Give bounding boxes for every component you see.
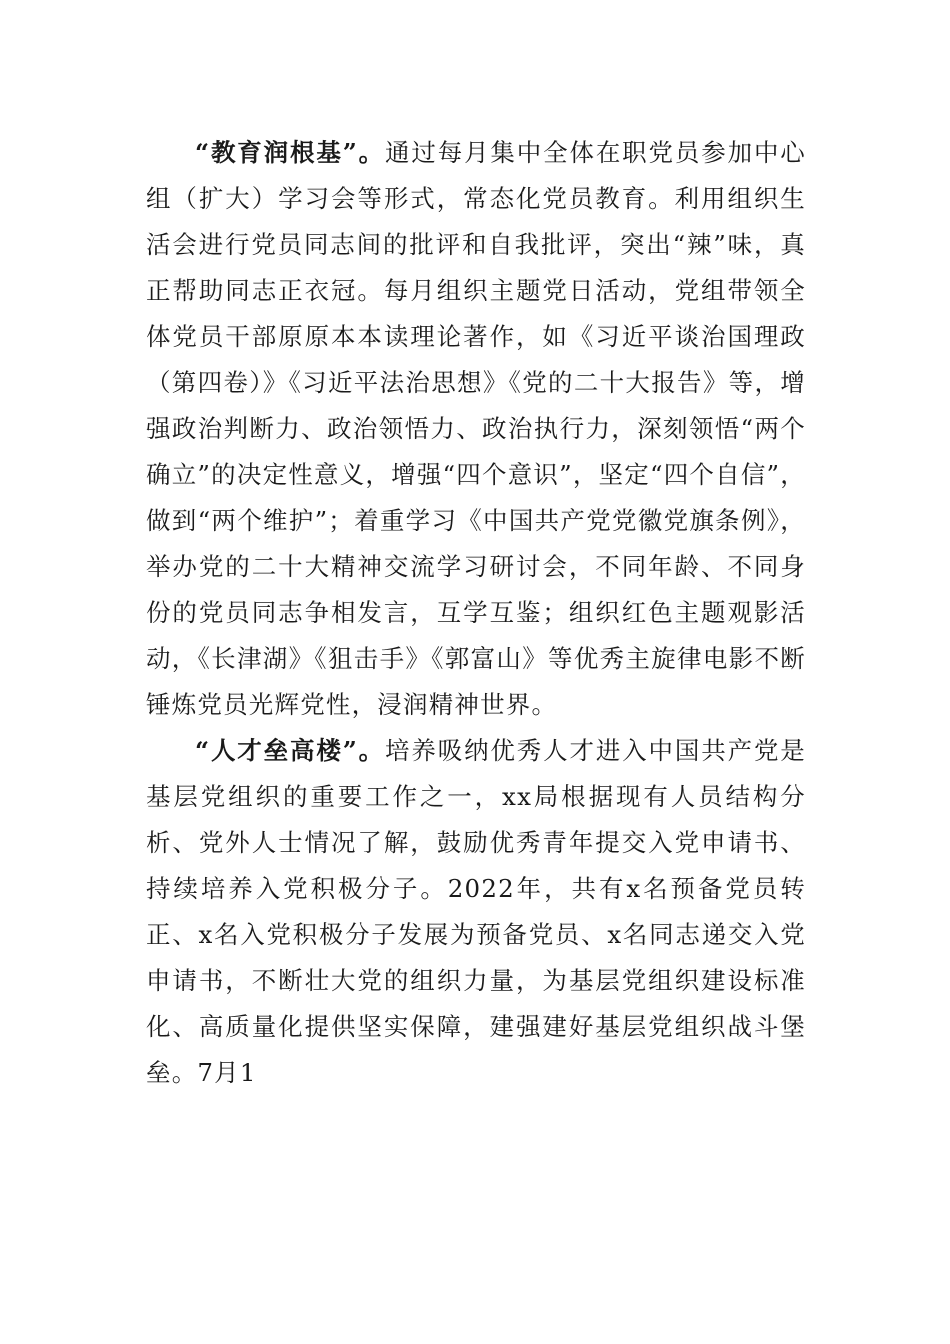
- paragraph-body-text: 培养吸纳优秀人才进入中国共产党是基层党组织的重要工作之一，xx局根据现有人员结构分析、党外人士情况了解，鼓励优秀青年提交入党申请书、持续培养入党积极分子。2022年，共有x名预备党员转正、x名入党积极分子发展为预备党员、x名同志递交入党申请书，不断壮大党的组织力量，为基层党组织建设标准化、高质量化提供坚实保障，建强建好基层党组织战斗堡垒。7月1: [146, 736, 806, 1087]
- document-body: [146, 130, 806, 1096]
- paragraph-lead-heading: “教育润根基”。: [195, 138, 386, 167]
- paragraph-education: [146, 130, 806, 728]
- paragraph-lead-heading: “人才垒高楼”。: [195, 736, 386, 765]
- paragraph-body-text: 通过每月集中全体在职党员参加中心组（扩大）学习会等形式，常态化党员教育。利用组织生活会进行党员同志间的批评和自我批评，突出“辣”味，真正帮助同志正衣冠。每月组织主题党日活动，党组带领全体党员干部原原本本读理论著作，如《习近平谈治国理政（第四卷）》《习近平法治思想》《党的二十大报告》等，增强政治判断力、政治领悟力、政治执行力，深刻领悟“两个确立”的决定性意义，增强“四个意识”，坚定“四个自信”，做到“两个维护”；着重学习《中国共产党党徽党旗条例》，举办党的二十大精神交流学习研讨会，不同年龄、不同身份的党员同志争相发言，互学互鉴；组织红色主题观影活动，《长津湖》《狙击手》《郭富山》等优秀主旋律电影不断锤炼党员光辉党性，浸润精神世界。: [146, 138, 806, 719]
- paragraph-talent: [146, 728, 806, 1096]
